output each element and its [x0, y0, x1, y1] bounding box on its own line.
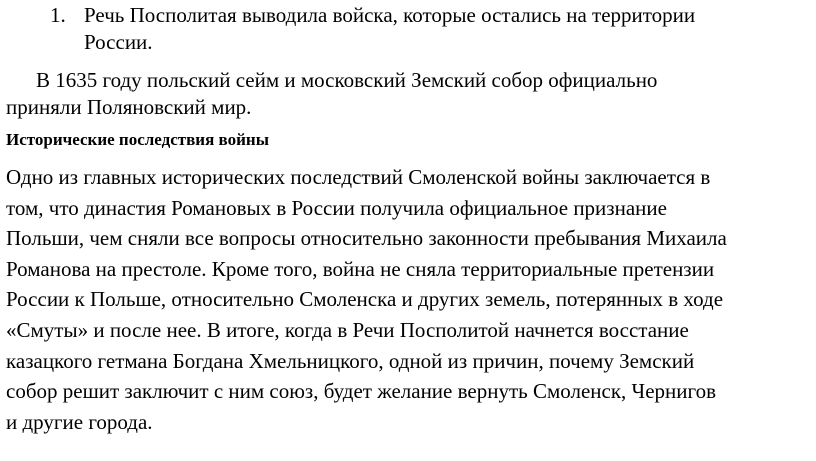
list-item-text	[84, 2, 810, 56]
text-line: России к Польше, относительно Смоленска и других земель, потерянных в ходе	[6, 287, 724, 312]
text-line: В 1635 году польский сейм и московский Земский собор официально	[36, 68, 658, 92]
list-number: 1.	[50, 3, 66, 27]
text-line: казацкого гетмана Богдана Хмельницкого, одной из причин, почему Земский	[6, 348, 695, 373]
paragraph-consequences	[6, 162, 812, 437]
text-line: приняли Поляновский мир.	[6, 95, 252, 119]
text-line: том, что династия Романовых в России получила официальное признание	[6, 195, 667, 220]
text-line: и другие города.	[6, 409, 153, 434]
text-line: Польши, чем сняли все вопросы относительно законности пребывания Михаила	[6, 226, 727, 251]
text-line: России.	[84, 30, 153, 54]
paragraph-treaty	[6, 67, 806, 121]
text-line: Речь Посполитая выводила войска, которые остались на территории	[84, 3, 696, 27]
text-line: Романова на престоле. Кроме того, война не сняла территориальные претензии	[6, 256, 715, 281]
text-line: Одно из главных исторических последствий Смоленской войны заключается в	[6, 165, 711, 189]
text-line: собор решит заключит с ним союз, будет желание вернуть Смоленск, Чернигов	[6, 379, 717, 404]
text-line: «Смуты» и после нее. В итоге, когда в Речи Посполитой начнется восстание	[6, 317, 689, 342]
section-heading: Исторические последствия войны	[6, 130, 269, 149]
